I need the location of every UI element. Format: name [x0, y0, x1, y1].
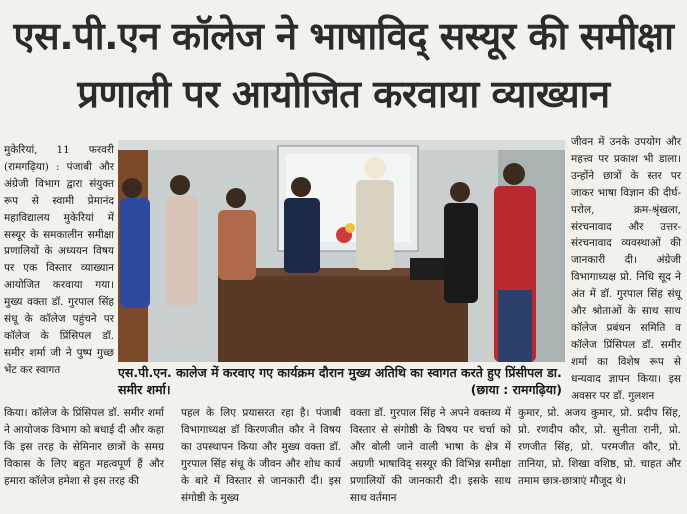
article-text: जीवन में उनके उपयोग और महत्त्व पर प्रकाश भी डाला। उन्होंने छात्रों के स्तर पर जाकर भाषा विज्ञान की दीर्घ-परोल, क्रम-श्रृंखला, संरचनावाद और उत्तर-संरचनावाद व्यवस्थाओं की जानकारी दी। अंग्रेजी विभागाध्यक्ष प्रो. निधि सूद ने अंत में डॉ. गुरपाल सिंह संधू और श्रोताओं के साथ साथ कॉलेज प्रबंधन समिति व कॉलेज प्रिंसिपल डॉ. समीर शर्मा का विशेष रूप से धन्यवाद ज्ञापन किया। इस अवसर पर डॉ. गुलशन	[571, 136, 681, 402]
article-text: मुकेरियां, 11 फरवरी (रामगढ़िया) : पंजाबी और अंग्रेजी विभाग द्वारा संयुक्त रूप से स्वामी प्रेमानंद महाविद्यालय मुकेरियां में सस्यूर के समकालीन समीक्षा प्रणालियों के अध्ययन विषय पर एक विस्तार व्याख्यान आयोजित करवाया गया। मुख्य वक्ता डॉ. गुरपाल सिंह संधू के कॉलेज पहुंचने पर कॉलेज के प्रिंसिपल डॉ. समीर शर्मा जी ने पुष्प गुच्छ भेंट कर स्वागत	[4, 144, 114, 376]
article-column-bottom-3	[350, 405, 511, 506]
headline-line-2: प्रणाली पर आयोजित करवाया व्याख्यान	[77, 72, 610, 116]
news-photo	[118, 140, 565, 362]
headline-line-1: एस.पी.एन कॉलेज ने भाषाविद् सस्यूर की समीक्षा	[13, 14, 674, 58]
article-column-bottom-1	[4, 405, 164, 490]
event-photo-illustration	[118, 140, 565, 362]
photo-credit: (छाया : रामगढ़िया)	[470, 382, 562, 397]
article-column-bottom-2	[181, 405, 341, 506]
article-text: किया। कॉलेज के प्रिंसिपल डॉ. समीर शर्मा ने आयोजक विभाग को बधाई दी और कहा कि इस तरह के सेमिनार छात्रों के समग्र विकास के लिए बहुत महत्वपूर्ण हैं और हमारा कॉलेज हमेशा से इस तरह की	[4, 407, 164, 487]
article-column-left-top	[4, 142, 114, 379]
article-text: वक्ता डॉ. गुरपाल सिंह ने अपने वक्तव्य में विस्तार से संगोष्ठी के विषय पर चर्चा को और बोली जाने वाली भाषा के क्षेत्र में अग्रणी भाषाविद् सस्यूर की विभिन्न समीक्षा प्रणालियों की जानकारी दी। इसके साथ साथ वर्तमान	[350, 407, 511, 504]
article-column-bottom-4	[518, 405, 681, 490]
article-text: पहल के लिए प्रयासरत रहा है। पंजाबी विभागाध्यक्ष डॉ किरणजीत कौर ने विषय का उपस्थापन किया और मुख्य वक्ता डॉ. गुरपाल सिंह संधू के जीवन और शोध कार्य के बारे में विस्तार से जानकारी दी। इस संगोष्ठी के मुख्य	[181, 407, 341, 504]
photo-caption-text: एस.पी.एन. कालेज में करवाए गए कार्यक्रम दौरान मुख्य अतिथि का स्वागत करते हुए प्रिंसीपल डा. समीर शर्मा।	[118, 365, 562, 397]
article-text: कुमार, प्रो. अजय कुमार, प्रो. प्रदीप सिंह, प्रो. रणदीप कौर, प्रो. सुनीता रानी, प्रो. रणजीत सिंह, प्रो. परमजीत कौर, प्रो. तानिया, प्रो. शिखा वशिष्ठ, प्रो. चाहत और तमाम छात्र-छात्राएं मौजूद थे।	[518, 407, 681, 487]
article-column-right-top	[571, 134, 681, 405]
photo-caption	[118, 364, 566, 398]
